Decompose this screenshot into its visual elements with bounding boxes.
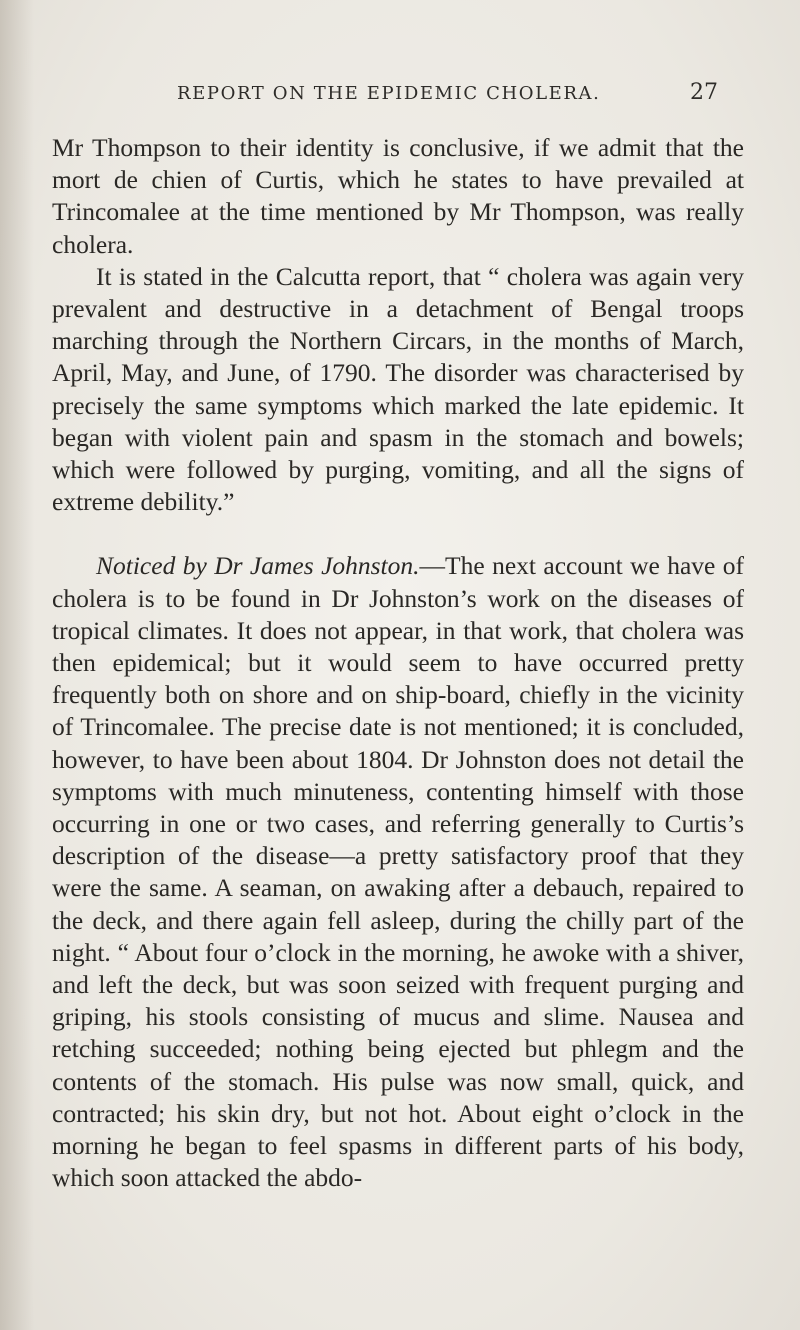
binding-shadow xyxy=(0,0,34,1330)
paragraph-3-body: —The next account we have of cholera is to be found in Dr Johnston’s work on the diseases of tropical climates. It does not appear, in that work, that cholera was then epidemical; but it would seem to have occurred pretty frequently both on shore and on ship-board, chiefly in the vicinity of Trincomalee. The precise date is not mentioned; it is concluded, however, to have been about 1804. Dr Johnston does not detail the symptoms with much minuteness, contenting himself with those occurring in one or two cases, and referring generally to Curtis’s description of the disease—a pretty satisfactory proof that they were the same. A seaman, on awaking after a debauch, repaired to the deck, and there again fell asleep, during the chilly part of the night. “ About four o’clock in the morning, he awoke with a shiver, and left the deck, but was soon seized with frequent purging and griping, his stools consisting of mucus and slime. Nausea and retching succeeded; nothing being ejected but phlegm and the contents of the stomach. His pulse was now small, quick, and contracted; his skin dry, but not hot. About eight o’clock in the morning he began to feel spasms in different parts of his body, which soon attacked the abdo- xyxy=(52,551,744,1193)
paragraph-3-heading: Noticed by Dr James Johnston. xyxy=(96,551,420,581)
paragraph-1: Mr Thompson to their identity is conclusive, if we admit that the mort de chien of Curtis, which he states to have prevailed at Trincomalee at the time mentioned by Mr Thompson, was really cholera. xyxy=(52,133,744,259)
paragraph-2: It is stated in the Calcutta report, that “ cholera was again very prevalent and destructive in a detachment of Bengal troops marching through the Northern Circars, in the months of March, April, May, and June, of 1790. The disorder was characterised by precisely the same symptoms which marked the late epidemic. It began with violent pain and spasm in the stomach and bowels; which were followed by purging, vomiting, and all the signs of extreme debility.” xyxy=(52,261,744,517)
page-number: 27 xyxy=(690,80,718,105)
running-header: REPORT ON THE EPIDEMIC CHOLERA. xyxy=(177,83,601,104)
paragraph-3 xyxy=(52,550,744,1194)
body-text xyxy=(52,132,744,1195)
